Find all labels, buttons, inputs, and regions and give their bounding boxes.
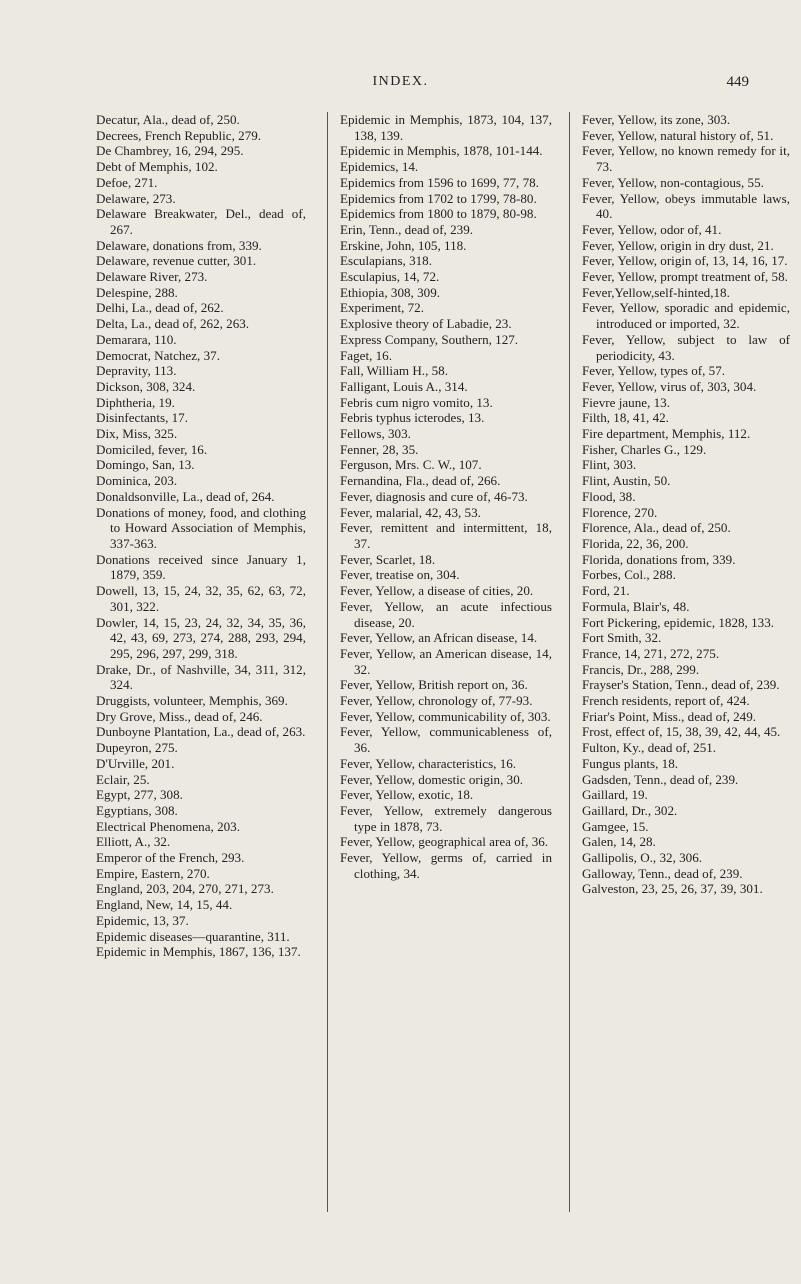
index-entry: Galveston, 23, 25, 26, 37, 39, 301. bbox=[582, 881, 763, 897]
index-entry: Epidemics from 1702 to 1799, 78-80. bbox=[340, 190, 537, 206]
index-entry: Electrical Phenomena, 203. bbox=[96, 818, 240, 834]
index-entry: Fever, Yellow, odor of, 41. bbox=[582, 221, 722, 237]
index-entry: Fever, Yellow, an American disease, 14, 32. bbox=[340, 645, 552, 677]
index-entry: Fever, Yellow, chronology of, 77-93. bbox=[340, 693, 533, 709]
index-entry: Fisher, Charles G., 129. bbox=[582, 441, 707, 457]
column-divider bbox=[327, 112, 328, 1212]
index-entry: Delhi, La., dead of, 262. bbox=[96, 300, 224, 316]
page-number: 449 bbox=[726, 74, 749, 90]
index-entry: Febris typhus icterodes, 13. bbox=[340, 410, 485, 426]
index-entry: Fievre jaune, 13. bbox=[582, 394, 670, 410]
index-entry: Formula, Blair's, 48. bbox=[582, 598, 690, 614]
index-entry: Delaware, revenue cutter, 301. bbox=[96, 253, 257, 269]
index-entry: Esculapius, 14, 72. bbox=[340, 269, 440, 285]
index-entry: Experiment, 72. bbox=[340, 300, 424, 316]
index-entry: Fever, Yellow, origin in dry dust, 21. bbox=[582, 237, 774, 253]
index-entry: Gallipolis, O., 32, 306. bbox=[582, 850, 703, 866]
index-entry: Erin, Tenn., dead of, 239. bbox=[340, 221, 474, 237]
index-entry: Fever, Yellow, communicability of, 303. bbox=[340, 708, 551, 724]
index-entry: Epidemic diseases—quarantine, 311. bbox=[96, 928, 290, 944]
index-entry: Fever, remittent and intermittent, 18, 37. bbox=[340, 520, 552, 551]
index-column-3 bbox=[582, 112, 790, 1232]
index-entry: Fever,Yellow,self-hinted,18. bbox=[582, 284, 730, 300]
index-entry: Flint, Austin, 50. bbox=[582, 473, 671, 489]
index-entry: Emperor of the French, 293. bbox=[96, 850, 245, 866]
index-entry: Dupeyron, 275. bbox=[96, 740, 178, 756]
index-entry: Fever, Yellow, British report on, 36. bbox=[340, 677, 528, 693]
index-entry: France, 14, 271, 272, 275. bbox=[582, 645, 720, 661]
index-entry: Florence, Ala., dead of, 250. bbox=[582, 520, 731, 536]
index-entry: Fever, Yellow, subject to law of periodicity, 43. bbox=[582, 331, 790, 363]
index-entry: Fever, malarial, 42, 43, 53. bbox=[340, 504, 481, 520]
index-entry: Gaillard, 19. bbox=[582, 787, 648, 803]
index-entry: Galen, 14, 28. bbox=[582, 834, 656, 850]
index-entry: England, 203, 204, 270, 271, 273. bbox=[96, 881, 274, 897]
index-entry: Dowler, 14, 15, 23, 24, 32, 34, 35, 36, 42, 43, 69, 273, 274, 288, 293, 294, 295, 296, 297, 299, 318. bbox=[96, 614, 306, 661]
index-entry: Fever, Yellow, germs of, carried in clothing, 34. bbox=[340, 850, 552, 881]
index-entry: Delta, La., dead of, 262, 263. bbox=[96, 316, 250, 332]
index-entry: Flint, 303. bbox=[582, 457, 637, 473]
index-entry: Donations of money, food, and clothing to Howard Association of Memphis, 337-363. bbox=[96, 504, 306, 551]
index-entry: Epidemics, 14. bbox=[340, 159, 419, 175]
index-entry: Falligant, Louis A., 314. bbox=[340, 378, 468, 394]
index-entry: Dunboyne Plantation, La., dead of, 263. bbox=[96, 724, 306, 740]
index-entry: England, New, 14, 15, 44. bbox=[96, 897, 233, 913]
index-entry: Diphtheria, 19. bbox=[96, 394, 175, 410]
index-entry: Fever, treatise on, 304. bbox=[340, 567, 460, 583]
index-entry: Forbes, Col., 288. bbox=[582, 567, 676, 583]
index-entry: Frayser's Station, Tenn., dead of, 239. bbox=[582, 677, 780, 693]
index-entry: Druggists, volunteer, Memphis, 369. bbox=[96, 693, 288, 709]
index-entry: Erskine, John, 105, 118. bbox=[340, 237, 467, 253]
index-entry: Fever, Scarlet, 18. bbox=[340, 551, 436, 567]
index-entry: Fever, Yellow, communicableness of, 36. bbox=[340, 724, 552, 756]
index-entry: Decatur, Ala., dead of, 250. bbox=[96, 112, 240, 127]
index-entry: Demarara, 110. bbox=[96, 331, 177, 347]
index-entry: Fever, Yellow, origin of, 13, 14, 16, 17. bbox=[582, 253, 788, 269]
index-entry: Ferguson, Mrs. C. W., 107. bbox=[340, 457, 482, 473]
index-entry: Fever, Yellow, prompt treatment of, 58. bbox=[582, 269, 788, 285]
index-entry: Fever, Yellow, geographical area of, 36. bbox=[340, 834, 549, 850]
index-entry: Donaldsonville, La., dead of, 264. bbox=[96, 488, 275, 504]
running-head bbox=[0, 74, 801, 94]
index-entry: Fever, Yellow, domestic origin, 30. bbox=[340, 771, 524, 787]
index-entry: Elliott, A., 32. bbox=[96, 834, 171, 850]
index-entry: Ethiopia, 308, 309. bbox=[340, 284, 441, 300]
column-divider bbox=[569, 112, 570, 1212]
index-entry: Depravity, 113. bbox=[96, 363, 177, 379]
index-entry: Fever, Yellow, natural history of, 51. bbox=[582, 127, 774, 143]
index-entry: Florida, donations from, 339. bbox=[582, 551, 736, 567]
index-entry: Esculapians, 318. bbox=[340, 253, 433, 269]
index-entry: Dry Grove, Miss., dead of, 246. bbox=[96, 708, 263, 724]
index-entry: Fever, Yellow, types of, 57. bbox=[582, 363, 726, 379]
index-entry: Dickson, 308, 324. bbox=[96, 378, 196, 394]
index-entry: Egypt, 277, 308. bbox=[96, 787, 183, 803]
index-entry: Fort Pickering, epidemic, 1828, 133. bbox=[582, 614, 775, 630]
index-column-2 bbox=[340, 112, 552, 1232]
index-entry: Donations received since January 1, 1879, 359. bbox=[96, 551, 306, 583]
index-entry: Gamgee, 15. bbox=[582, 818, 649, 834]
index-entry: Fire department, Memphis, 112. bbox=[582, 426, 751, 442]
index-entry: Fever, Yellow, a disease of cities, 20. bbox=[340, 583, 534, 599]
index-entry: Fever, Yellow, virus of, 303, 304. bbox=[582, 378, 757, 394]
index-entry: Epidemic in Memphis, 1873, 104, 137, 138, 139. bbox=[340, 112, 552, 143]
index-entry: Debt of Memphis, 102. bbox=[96, 159, 218, 175]
index-entry: Delaware, donations from, 339. bbox=[96, 237, 262, 253]
index-entry: Fever, Yellow, no known remedy for it, 73. bbox=[582, 143, 790, 175]
index-entry: Galloway, Tenn., dead of, 239. bbox=[582, 865, 743, 881]
index-entry: Gaillard, Dr., 302. bbox=[582, 802, 678, 818]
index-entry: Democrat, Natchez, 37. bbox=[96, 347, 220, 363]
index-entry: Fall, William H., 58. bbox=[340, 363, 448, 379]
index-entry: Dix, Miss, 325. bbox=[96, 426, 178, 442]
index-entry: Fever, Yellow, sporadic and epidemic, introduced or imported, 32. bbox=[582, 300, 790, 332]
index-entry: Disinfectants, 17. bbox=[96, 410, 189, 426]
index-entry: Dominica, 203. bbox=[96, 473, 178, 489]
index-entry: Fever, Yellow, non-contagious, 55. bbox=[582, 174, 764, 190]
index-entry: Delespine, 288. bbox=[96, 284, 178, 300]
index-entry: Eclair, 25. bbox=[96, 771, 150, 787]
index-entry: Epidemics from 1800 to 1879, 80-98. bbox=[340, 206, 537, 222]
index-entry: Fernandina, Fla., dead of, 266. bbox=[340, 473, 501, 489]
index-entry: Explosive theory of Labadie, 23. bbox=[340, 316, 512, 332]
index-entry: Domiciled, fever, 16. bbox=[96, 441, 208, 457]
index-entry: Delaware Breakwater, Del., dead of, 267. bbox=[96, 206, 306, 237]
index-entry: Epidemic, 13, 37. bbox=[96, 912, 189, 928]
index-entry: Gadsden, Tenn., dead of, 239. bbox=[582, 771, 739, 787]
index-entry: D'Urville, 201. bbox=[96, 755, 175, 771]
index-entry: French residents, report of, 424. bbox=[582, 693, 750, 709]
index-entry: Epidemics from 1596 to 1699, 77, 78. bbox=[340, 174, 539, 190]
index-entry: Flood, 38. bbox=[582, 488, 636, 504]
index-entry: Faget, 16. bbox=[340, 347, 393, 363]
index-entry: Fenner, 28, 35. bbox=[340, 441, 419, 457]
index-column-1 bbox=[96, 112, 306, 1232]
index-entry: Filth, 18, 41, 42. bbox=[582, 410, 669, 426]
index-entry: Egyptians, 308. bbox=[96, 802, 178, 818]
index-entry: Fungus plants, 18. bbox=[582, 755, 679, 771]
index-entry: Fever, Yellow, obeys immutable laws, 40. bbox=[582, 190, 790, 222]
index-entry: Fort Smith, 32. bbox=[582, 630, 662, 646]
index-entry: Fulton, Ky., dead of, 251. bbox=[582, 740, 717, 756]
index-entry: Empire, Eastern, 270. bbox=[96, 865, 210, 881]
index-entry: Delaware, 273. bbox=[96, 190, 176, 206]
index-entry: Defoe, 271. bbox=[96, 174, 158, 190]
index-entry: Fever, Yellow, extremely dangerous type in 1878, 73. bbox=[340, 802, 552, 834]
index-entry: Florence, 270. bbox=[582, 504, 658, 520]
index-entry: Fellows, 303. bbox=[340, 426, 411, 442]
index-entry: Dowell, 13, 15, 24, 32, 35, 62, 63, 72, 301, 322. bbox=[96, 583, 306, 614]
index-entry: Delaware River, 273. bbox=[96, 269, 208, 285]
index-entry: Drake, Dr., of Nashville, 34, 311, 312, 324. bbox=[96, 661, 306, 693]
page-title: INDEX. bbox=[372, 74, 429, 89]
index-entry: Ford, 21. bbox=[582, 583, 630, 599]
index-entry: Friar's Point, Miss., dead of, 249. bbox=[582, 708, 757, 724]
index-entry: Fever, diagnosis and cure of, 46-73. bbox=[340, 488, 528, 504]
index-entry: Fever, Yellow, characteristics, 16. bbox=[340, 755, 517, 771]
index-entry: Domingo, San, 13. bbox=[96, 457, 195, 473]
index-entry: Fever, Yellow, its zone, 303. bbox=[582, 112, 731, 127]
index-entry: De Chambrey, 16, 294, 295. bbox=[96, 143, 244, 159]
index-entry: Frost, effect of, 15, 38, 39, 42, 44, 45. bbox=[582, 724, 781, 740]
index-entry: Epidemic in Memphis, 1867, 136, 137. bbox=[96, 944, 301, 960]
index-entry: Fever, Yellow, exotic, 18. bbox=[340, 787, 474, 803]
index-entry: Fever, Yellow, an acute infectious disease, 20. bbox=[340, 598, 552, 630]
index-entry: Decrees, French Republic, 279. bbox=[96, 127, 262, 143]
index-entry: Epidemic in Memphis, 1878, 101-144. bbox=[340, 143, 543, 159]
index-entry: Florida, 22, 36, 200. bbox=[582, 535, 689, 551]
index-entry: Fever, Yellow, an African disease, 14. bbox=[340, 630, 538, 646]
index-entry: Febris cum nigro vomito, 13. bbox=[340, 394, 493, 410]
index-entry: Francis, Dr., 288, 299. bbox=[582, 661, 700, 677]
index-entry: Express Company, Southern, 127. bbox=[340, 331, 519, 347]
